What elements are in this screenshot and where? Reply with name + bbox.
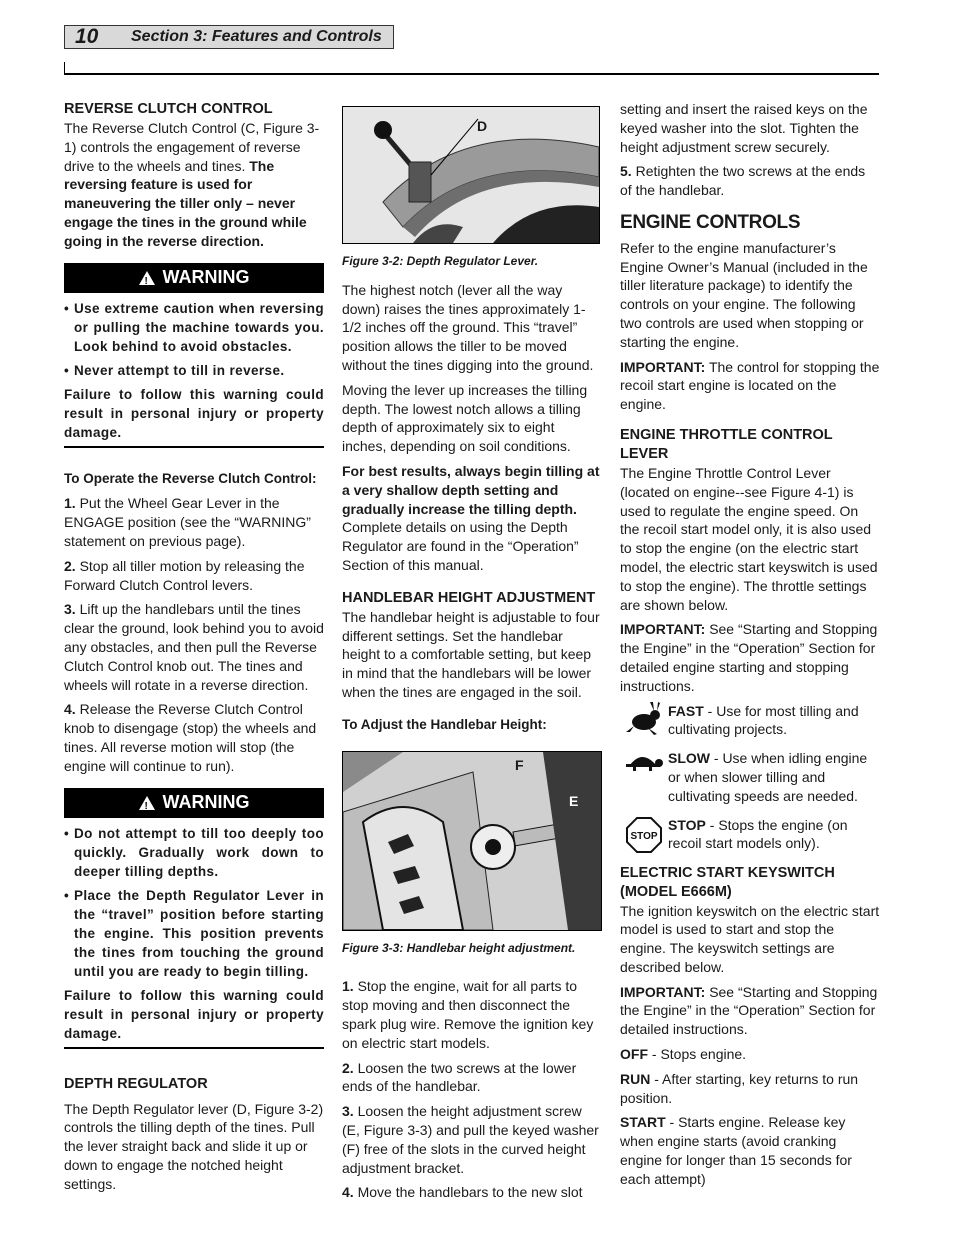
figure-depth-regulator	[342, 106, 600, 244]
figure-3-3-caption: Figure 3-3: Handlebar height adjustment.	[342, 940, 576, 955]
important-note-2: IMPORTANT: See “Starting and Stopping the Engine” in the “Operation” Section for detailed engine starting and stopping instructions.	[620, 621, 878, 694]
important-note-3: IMPORTANT: See “Starting and Stopping the Engine” in the “Operation” Section for detailed instructions.	[620, 983, 878, 1038]
figure-label-f: F	[515, 756, 524, 773]
keyswitch-run: RUN - After starting, key returns to run position.	[620, 1070, 859, 1106]
keyswitch-heading: ELECTRIC START KEYSWITCH (MODEL E666M)	[620, 864, 835, 900]
engine-controls-text: Refer to the engine manufacturer’s Engine Owner’s Manual (included in the tiller literature package) to identify the controls on your engine. The following two controls are used when stopping or starting the engine.	[620, 239, 868, 350]
section-header	[64, 25, 394, 49]
warning-icon: !	[139, 796, 155, 810]
reverse-step-3: 3. Lift up the handlebars until the tines clear the ground, look behind you to avoid any obstacles, and then pull the Reverse Clutch Control knob out. The tines and wheels will rotate in a reverse direction.	[64, 601, 324, 693]
reverse-clutch-text: The Reverse Clutch Control (C, Figure 3-1) controls the engagement of reverse drive to the wheels and tines. The reversing feature is used for maneuvering the tiller only – never engage the tines in the ground while going in the reverse direction.	[64, 120, 320, 249]
warning-body-1: • Use extreme caution when reversing or pulling the machine towards you. Look behind to avoid obstacles. • Never attempt to till in reverse. Failure to follow this warning could result in personal injury or property damage.	[64, 300, 324, 440]
depth-regulator-text: The Depth Regulator lever (D, Figure 3-2) controls the tilling depth of the tines. Pull the lever straight back and slide it up or down to engage the notched height settings.	[64, 1100, 324, 1192]
figure-label-d: D	[477, 118, 488, 134]
handlebar-step-5: 5. Retighten the two screws at the ends of the handlebar.	[620, 163, 866, 199]
stop-sign-icon	[625, 816, 663, 854]
throttle-fast: FAST - Use for most tilling and cultivating projects.	[620, 702, 880, 740]
keyswitch-off: OFF - Stops engine.	[620, 1046, 747, 1063]
figure-3-2-caption: Figure 3-2: Depth Regulator Lever.	[342, 254, 539, 268]
reverse-step-4: 4. Release the Reverse Clutch Control knob to disengage (stop) the wheels and tines. All reverse motion will stop (the engine will continue to run).	[64, 701, 317, 774]
warning-body-2: • Do not attempt to till too deeply too quickly. Gradually work down to deeper tilling depths. • Place the Depth Regulator Lever in the “travel” position before starting the engine. This position prevents the tines from touching the ground until you are ready to begin tilling. Failure to follow this warning could result in personal injury or property damage.	[64, 825, 324, 1041]
important-note-1: IMPORTANT: The control for stopping the recoil start engine is located on the engine.	[620, 358, 880, 413]
figure-handlebar-adjustment	[342, 751, 602, 931]
depth-para-2: Moving the lever up increases the tilling depth. The lowest notch allows a tilling depth of approximately six to eight inches, depending on soil conditions.	[342, 381, 588, 455]
warning-failure-2: Failure to follow this warning could result in personal injury or property damage.	[64, 987, 324, 1041]
handlebar-step-1: 1. Stop the engine, wait for all parts to stop moving and then disconnect the spark plug wire. Remove the ignition key on electric start models.	[342, 978, 594, 1051]
column-right	[620, 100, 880, 1195]
handlebar-heading: HANDLEBAR HEIGHT ADJUSTMENT	[342, 589, 596, 606]
reverse-clutch-heading: REVERSE CLUTCH CONTROL	[64, 101, 273, 117]
reverse-step-1: 1. Put the Wheel Gear Lever in the ENGAGE position (see the “WARNING” statement on previous page).	[64, 495, 311, 549]
warning-end-rule-2	[64, 1047, 324, 1049]
svg-text:STOP: STOP	[630, 830, 658, 842]
keyswitch-text: The ignition keyswitch on the electric start model is used to start and stop the engine. The keyswitch settings are described below.	[620, 902, 880, 975]
handlebar-step-4-continued: setting and insert the raised keys on the keyed washer into the slot. Tighten the height adjustment screw securely.	[620, 101, 868, 155]
throttle-heading: ENGINE THROTTLE CONTROL LEVER	[620, 426, 833, 462]
throttle-text: The Engine Throttle Control Lever (located on engine--see Figure 4-1) is used to regulate the engine speed. On the recoil start model only, it is also used to stop the engine (on the electric start model, the electric start keyswitch is used to stop the engine). The throttle settings are shown below.	[620, 464, 878, 613]
handlebar-step-2: 2. Loosen the two screws at the lower ends of the handlebar.	[342, 1059, 577, 1095]
handlebar-text: The handlebar height is adjustable to four different settings. Set the handlebar height to a comfortable setting, but keep in mind that the handlebars will be lower when the tines are engaged in the soil.	[342, 608, 600, 700]
warning-icon: !	[139, 271, 155, 285]
warning-end-rule-1	[64, 446, 324, 448]
turtle-icon	[624, 749, 664, 773]
header-rule	[64, 73, 879, 75]
operate-heading: To Operate the Reverse Clutch Control:	[64, 470, 317, 486]
warning-failure-1: Failure to follow this warning could result in personal injury or property damage.	[64, 386, 324, 440]
column-left	[64, 100, 324, 1200]
depth-regulator-heading: DEPTH REGULATOR	[64, 1075, 208, 1092]
adjust-heading: To Adjust the Handlebar Height:	[342, 716, 547, 732]
reverse-step-2: 2. Stop all tiller motion by releasing the Forward Clutch Control levers.	[64, 557, 305, 593]
handlebar-step-3: 3. Loosen the height adjustment screw (E, Figure 3-3) and pull the keyed washer (F) free of the slots in the curved height adjustment bracket.	[342, 1103, 599, 1176]
warning-banner-1: ! WARNING	[64, 263, 324, 293]
section-title: Section 3: Features and Controls	[131, 28, 382, 45]
depth-regulator-illustration	[343, 107, 599, 243]
figure-label-e: E	[569, 792, 579, 809]
depth-para-1: The highest notch (lever all the way down) raises the tines approximately 1-1/2 inches off the ground. This “travel” position allows the tiller to be moved without the tines digging into the ground.	[342, 281, 594, 373]
engine-controls-heading: ENGINE CONTROLS	[620, 211, 801, 233]
throttle-stop: STOP STOP - Stops the engine (on recoil start models only).	[620, 816, 880, 854]
warning-banner-2: ! WARNING	[64, 788, 324, 818]
throttle-slow: SLOW - Use when idling engine or when slower tilling and cultivating speeds are needed.	[620, 749, 880, 805]
page-number: 10	[75, 25, 99, 48]
depth-para-3: For best results, always begin tilling at a very shallow depth setting and gradually increase the tilling depth. Complete details on using the Depth Regulator are found in the “Operation” Section of this manual.	[342, 462, 600, 573]
keyswitch-start: START - Starts engine. Release key when engine starts (avoid cranking engine for longer than 15 seconds for each attempt)	[620, 1114, 852, 1187]
handlebar-adjustment-illustration	[343, 752, 601, 930]
rabbit-icon	[624, 702, 664, 736]
handlebar-step-4: 4. Move the handlebars to the new slot	[342, 1184, 583, 1201]
column-middle	[342, 100, 600, 1208]
